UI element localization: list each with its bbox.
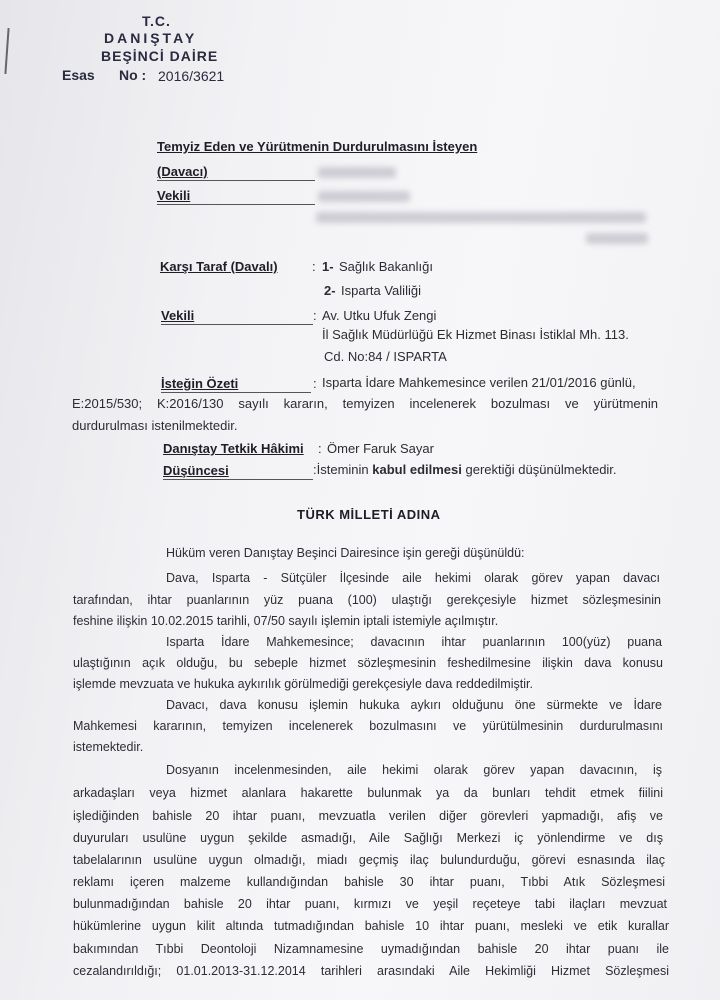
judge-label: Danıştay Tetkik Hâkimi: [163, 441, 304, 456]
header-chamber: BEŞİNCİ DAİRE: [101, 48, 219, 64]
respondent-counsel-label: Vekili: [161, 308, 195, 323]
header-esas-label: Esas: [62, 67, 95, 83]
plaintiff-counsel-label: Vekili: [157, 188, 191, 203]
body-line: istemektedir.: [73, 740, 144, 754]
body-line: cezalandırıldığı; 01.01.2013-31.12.2014 tarihleri arasındaki Aile Hekimliği Hizmet Sözleşmesi: [73, 964, 669, 978]
respondent-counsel-rule: [161, 324, 313, 325]
summary-label: İsteğin Özeti: [161, 376, 239, 391]
body-line: tarafından, ihtar puanlarının yüz puana (100) ulaştığı gerekçesiyle hizmet sözleşmesinin: [73, 593, 661, 607]
summary-line-3: durdurulması istenilmektedir.: [72, 418, 238, 433]
respondent-2-num: 2-: [324, 283, 336, 298]
body-line: Hüküm veren Danıştay Beşinci Dairesince işin gereği düşünüldü:: [166, 546, 525, 560]
plaintiff-rule: [157, 180, 315, 181]
body-line: arkadaşları veya hizmet alanlara hakarette bulunmak ya da bunları tehdit etmek fiilini: [73, 786, 663, 800]
respondent-counsel-address-1: İl Sağlık Müdürlüğü Ek Hizmet Binası İstiklal Mh. 113.: [322, 327, 629, 342]
judge-name: Ömer Faruk Sayar: [327, 441, 434, 456]
body-line: Isparta İdare Mahkemesince; davacının ihtar puanlarının 100(yüz) puana: [166, 635, 662, 649]
header-tc: T.C.: [142, 13, 171, 29]
opinion-post: gerektiği düşünülmektedir.: [465, 462, 617, 477]
respondent-1-num: 1-: [322, 259, 334, 274]
opinion-pre: İsteminin: [316, 462, 369, 477]
plaintiff-name-redacted: [318, 167, 396, 178]
respondent-counsel-name: Av. Utku Ufuk Zengi: [322, 308, 437, 323]
opinion-rule: [163, 479, 313, 480]
body-line: bakımından Tıbbi Deontoloji Nizamnamesine uymadığından bahisle 20 ihtar puanı ile: [73, 942, 669, 956]
summary-colon: :: [313, 376, 317, 391]
body-line: reklamı içeren malzeme kullandığından bahisle 30 ihtar puanı, Tıbbi Atık Sözleşmesi: [73, 875, 665, 889]
body-line: işlediğinden bahisle 20 ihtar puanı, mevzuatla verilen diğer görevleri yapmadığı, afiş ve: [73, 809, 663, 823]
respondent-counsel-address-2: Cd. No:84 / ISPARTA: [324, 349, 447, 364]
body-line: tabelalarının usulüne uygun olmadığı, miadı geçmiş ilaç bulundurduğu, görevi esnasında ilaç: [73, 853, 665, 867]
counsel-address-redacted: [316, 212, 646, 223]
body-line: feshine ilişkin 10.02.2015 tarihli, 07/50 sayılı işlemin iptali istemiyle açılmıştır.: [73, 614, 499, 628]
body-line: Mahkemesi kararının, temyizen incelenerek bozulmasını ve yürütülmesinin durdurulmasını: [73, 719, 663, 733]
summary-line-1: Isparta İdare Mahkemesince verilen 21/01/2016 günlü,: [322, 375, 636, 390]
counsel-name-redacted: [318, 191, 410, 202]
respondent-2: Isparta Valiliği: [341, 283, 421, 298]
body-line: duyuruları usulüne uygun şekilde asmadığı, Aile Sağlığı Merkezi iç yönlendirme ve dış: [73, 831, 663, 845]
body-line: ulaştığının açık olduğu, bu sebeple hizmet sözleşmesinin feshedilmesine ilişkin dava konusu: [73, 656, 663, 670]
counsel-city-redacted: [586, 233, 648, 244]
summary-rule: [161, 392, 311, 393]
summary-line-2: E:2015/530; K:2016/130 sayılı kararın, temyizen incelenerek bozulması ve yürütmenin: [72, 396, 658, 411]
header-court: DANIŞTAY: [104, 30, 198, 46]
header-no-label: No :: [119, 67, 147, 83]
opinion-label: Düşüncesi: [163, 463, 229, 478]
margin-mark: [4, 28, 9, 74]
plaintiff-label: (Davacı): [157, 164, 208, 179]
respondent-colon: :: [312, 259, 316, 274]
body-line: hükümlerine uygun kilit altında tutmadığından bahisle 10 ihtar puanı, mesleki ve etik kurallar: [73, 919, 669, 933]
header-no-value: 2016/3621: [158, 68, 225, 84]
body-line: bulunmadığından bahisle 20 ihtar puanı, kırmızı ve yeşil reçeteye tabi ilaçları mevzuat: [73, 897, 667, 911]
opinion-bold: kabul edilmesi: [372, 462, 462, 477]
respondent-label: Karşı Taraf (Davalı): [160, 259, 278, 274]
body-line: işlemde mevzuata ve hukuka aykırılık görülmediği gerekçesiyle dava reddedilmiştir.: [73, 677, 533, 691]
body-line: Davacı, dava konusu işlemin hukuka aykırı olduğunu öne sürmekte ve İdare: [166, 698, 662, 712]
respondent-1: Sağlık Bakanlığı: [339, 259, 433, 274]
judge-colon: :: [318, 441, 322, 456]
document-title: TÜRK MİLLETİ ADINA: [297, 507, 441, 522]
appellant-heading: Temyiz Eden ve Yürütmenin Durdurulmasını İsteyen: [157, 139, 478, 154]
body-line: Dosyanın incelenmesinden, aile hekimi olarak görev yapan davacının, iş: [166, 763, 662, 777]
body-line: Dava, Isparta - Sütçüler İlçesinde aile hekimi olarak görev yapan davacı: [166, 571, 660, 585]
respondent-counsel-colon: :: [313, 308, 317, 323]
counsel-rule: [157, 204, 315, 205]
opinion-text: :İsteminin kabul edilmesi gerektiği düşünülmektedir.: [313, 462, 617, 477]
